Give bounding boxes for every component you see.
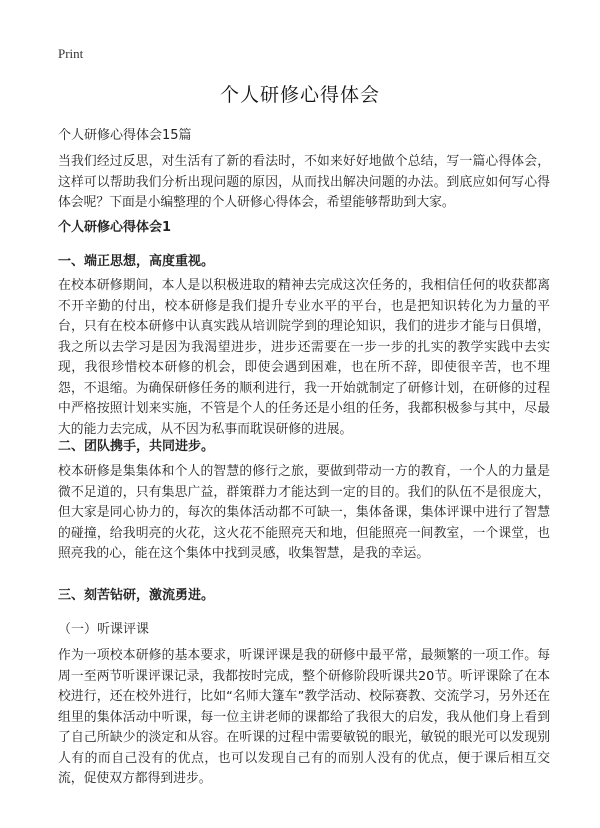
paragraph-2: 校本研修是集集体和个人的智慧的修行之旅，要做到带动一方的教育，一个人的力量是微不足道的，只有集思广益，群策群力才能达到一定的目的。我们的队伍不是很庞大，但大家是同心协力的，每次的集体活动都不可缺一，集体备课，集体评课中进行了智慧的碰撞，给我明亮的火花，这火花不能照亮天和地，但能照亮一间教室，一个课堂，也照亮我的心，能在这个集体中找到灵感，收集智慧，是我的幸运。 <box>58 464 550 561</box>
paragraph-1: 在校本研修期间，本人是以积极进取的精神去完成这次任务的，我相信任何的收获都离不开辛勤的付出，校本研修是我们提升专业水平的平台，也是把知识转化为力量的平台，只有在校本研修中认真实践从培训院学到的理论知识，我们的进步才能与日俱增，我之所以去学习是因为我渴望进步，进步还需要在一步一步的扎实的教学实践中去实现，我很珍惜校本研修的机会，即使会遇到困难，也在所不辞，即使很辛苦，也不埋怨，不退缩。为确保研修任务的顺利进行，我一开始就制定了研修计划，在研修的过程中严格按照计划来实施，不管是个人的任务还是小组的任务，我都积极参与其中，尽最大的能力去完成，从不因为私事而耽误研修的进展。 <box>58 278 550 437</box>
intro-paragraph: 当我们经过反思，对生活有了新的看法时，不如来好好地做个总结，写一篇心得体会，这样可以帮助我们分析出现问题的原因，从而找出解决问题的办法。到底应如何写心得体会呢？下面是小编整理的个人研修心得体会，希望能够帮助到大家。 <box>58 154 550 210</box>
page-title: 个人研修心得体会 <box>219 84 380 106</box>
paragraph-3: 作为一项校本研修的基本要求，听课评课是我的研修中最平常，最频繁的一项工作。每周一至两节听课评课记录，我都按时完成，整个研修阶段听课共20节。听评课除了在本校进行，还在校外进行，比如“名师大篷车”教学活动、校际赛教、交流学习，另外还在组里的集体活动中听课，每一位主讲老师的课都给了我很大的启发，我从他们身上看到了自己所缺少的淡定和从容。在听课的过程中需要敏锐的眼光，敏锐的眼光可以发现别人有的而自己没有的优点，也可以发现自己有的而别人没有的优点，便于课后相互交流，促使双方都得到进步。 <box>58 648 550 786</box>
section-title: 个人研修心得体会1 <box>58 220 172 235</box>
heading-3: 三、刻苦钻研，激流勇进。 <box>58 588 215 603</box>
heading-2: 二、团队携手，共同进步。 <box>58 439 215 454</box>
print-label[interactable]: Print <box>58 46 84 61</box>
subheading-1: （一）听课评课 <box>58 622 150 637</box>
document-subtitle: 个人研修心得体会15篇 <box>58 128 192 143</box>
heading-1: 一、端正思想，高度重视。 <box>58 254 215 269</box>
